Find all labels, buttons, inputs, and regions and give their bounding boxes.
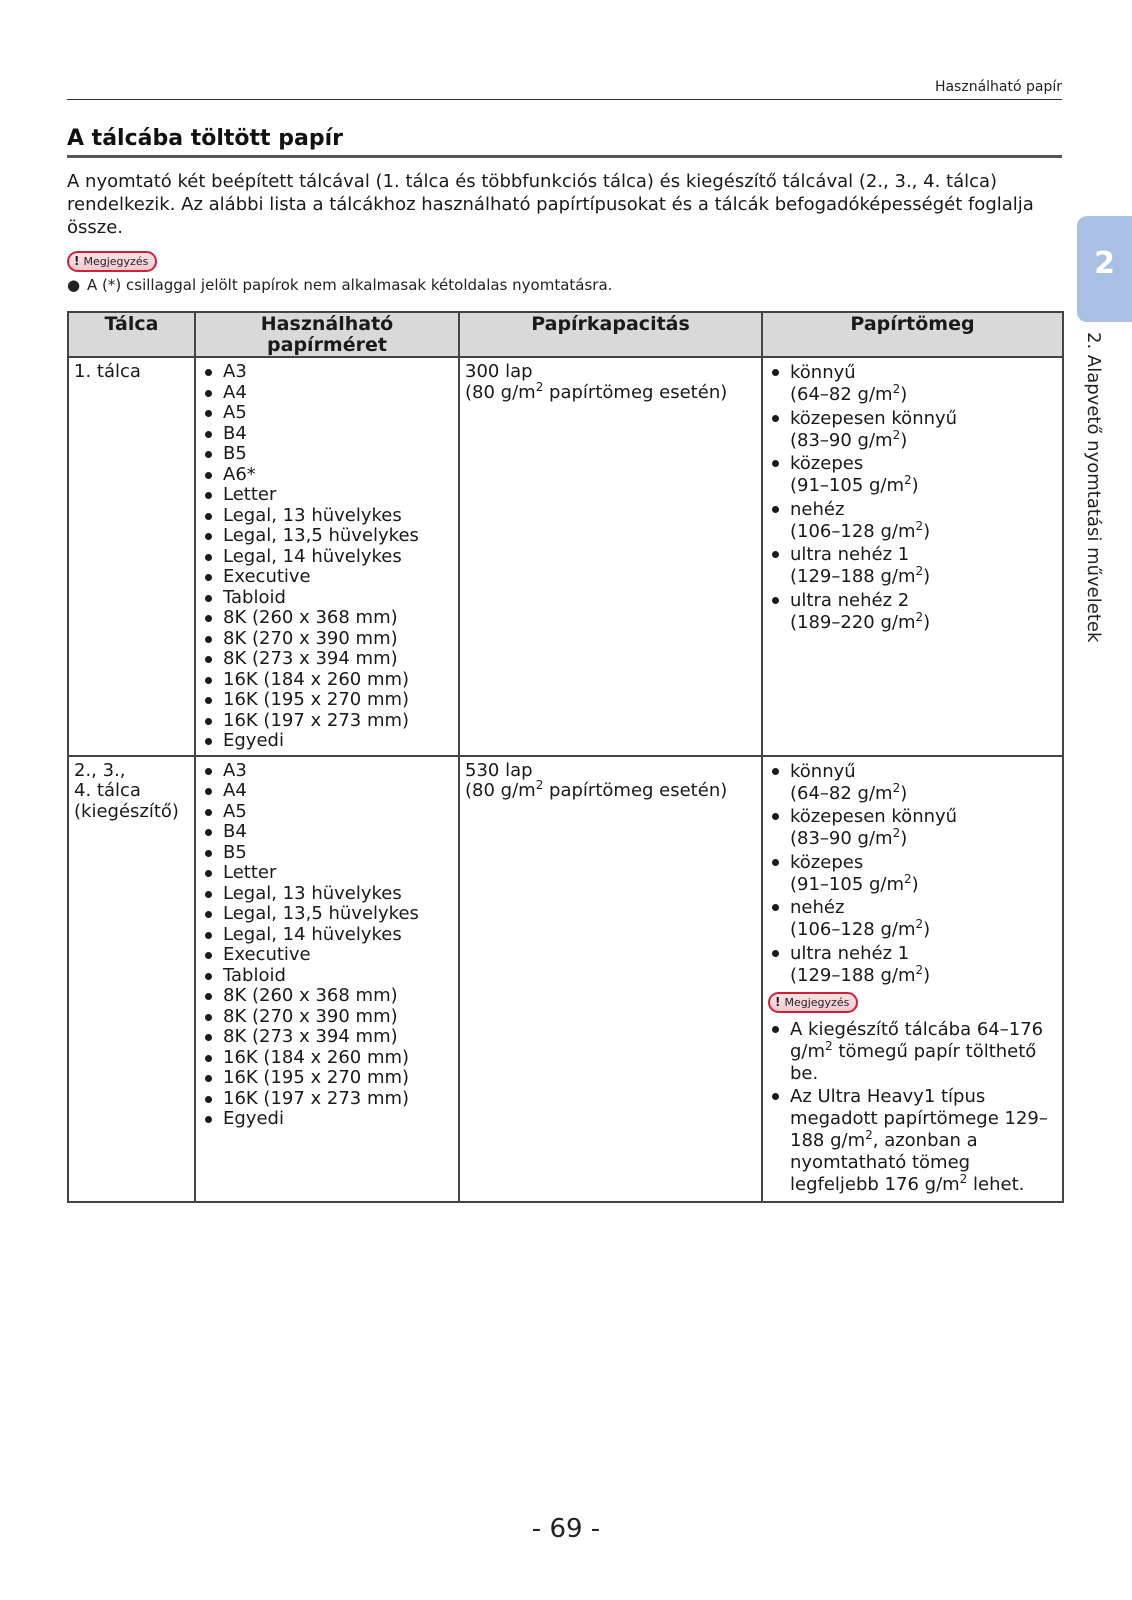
list-item: B4	[201, 424, 453, 445]
list-item: Tabloid	[201, 588, 453, 609]
list-item: B5	[201, 444, 453, 465]
weight-range: (129–188 $g/m^2$)	[790, 564, 931, 587]
weight-range: (83–90 $g/m^2$)	[790, 826, 908, 849]
size-list	[201, 362, 453, 752]
running-header: Használható papír	[934, 79, 1062, 95]
list-item: 16K (195 x 270 mm)	[201, 690, 453, 711]
note-item: Az Ultra Heavy1 típus megadott papírtömege 129–188 $g/m^2$, azonban a nyomtatható tömeg legfeljebb 176 $g/m^2$ lehet.	[768, 1086, 1057, 1196]
list-item: A3	[201, 761, 453, 782]
list-item: A4	[201, 781, 453, 802]
list-item: 8K (260 x 368 mm)	[201, 608, 453, 629]
weight-range: (64–82 $g/m^2$)	[790, 780, 908, 804]
list-item: 8K (270 x 390 mm)	[201, 1007, 453, 1028]
header-capacity: Papírkapacitás	[459, 312, 762, 357]
note-item: A kiegészítő tálcába 64–176 $g/m^2$ tömegű papír tölthető be.	[768, 1019, 1057, 1085]
list-item: 16K (197 x 273 mm)	[201, 1089, 453, 1110]
note-text-content: A (*) csillaggal jelölt papírok nem alkalmasak kétoldalas nyomtatásra.	[87, 276, 613, 294]
note-text	[67, 276, 612, 294]
weights-cell	[762, 756, 1063, 1202]
weight-list	[768, 362, 1057, 634]
list-item: Legal, 13 hüvelykes	[201, 884, 453, 905]
weight-name: ultra nehéz 1	[790, 942, 910, 964]
note-badge	[67, 250, 157, 272]
list-item: Legal, 13,5 hüvelykes	[201, 526, 453, 547]
list-item: A5	[201, 802, 453, 823]
weight-name: könnyű	[790, 362, 856, 383]
list-item: A6*	[201, 465, 453, 486]
weight-range: (106–128 $g/m^2$)	[790, 917, 931, 940]
weight-item	[768, 499, 1057, 543]
weight-range: (129–188 $g/m^2$)	[790, 962, 931, 986]
tray-cell: 1. tálca	[68, 357, 195, 756]
list-item: Executive	[201, 567, 453, 588]
capacity-condition: (80 $g/m^2$ papírtömeg esetén)	[465, 379, 728, 403]
list-item: 8K (270 x 390 mm)	[201, 629, 453, 650]
weight-item	[768, 453, 1057, 497]
list-item: Letter	[201, 485, 453, 506]
list-item: Tabloid	[201, 966, 453, 987]
weight-name: nehéz	[790, 897, 845, 918]
list-item: B4	[201, 822, 453, 843]
intro-paragraph: A nyomtató két beépített tálcával (1. tálca és többfunkciós tálca) és kiegészítő tálcával (2., 3., 4. tálca) rendelkezik. Az alábbi lista a tálcákhoz használható papírtípusokat és a tálcák befogadóképességét foglalja össze.	[67, 171, 1034, 238]
size-list	[201, 761, 453, 1130]
weight-name: nehéz	[790, 498, 845, 520]
tray-cell: 2., 3., 4. tálca (kiegészítő)	[68, 756, 195, 1202]
list-item: 16K (197 x 273 mm)	[201, 711, 453, 732]
list-item: 16K (184 x 260 mm)	[201, 1048, 453, 1069]
weight-name: ultra nehéz 2	[790, 589, 910, 611]
weight-name: közepes	[790, 453, 864, 474]
header-weight: Papírtömeg	[762, 312, 1063, 357]
list-item: 16K (195 x 270 mm)	[201, 1068, 453, 1089]
paper-tray-table	[67, 311, 1064, 1203]
weight-item	[768, 362, 1057, 406]
weight-range: (189–220 $g/m^2$)	[790, 609, 931, 633]
list-item: A5	[201, 403, 453, 424]
capacity-cell	[459, 756, 762, 1202]
list-item: Executive	[201, 945, 453, 966]
table-row	[68, 756, 1063, 1202]
capacity-value: 300 lap	[465, 361, 533, 382]
list-item: 8K (260 x 368 mm)	[201, 986, 453, 1007]
note-badge	[768, 991, 1057, 1013]
table-row	[68, 357, 1063, 756]
list-item: 16K (184 x 260 mm)	[201, 670, 453, 691]
weight-range: (64–82 $g/m^2$)	[790, 382, 908, 405]
header-tray: Tálca	[68, 312, 195, 357]
sizes-cell	[195, 756, 459, 1202]
capacity-condition: (80 $g/m^2$ papírtömeg esetén)	[465, 778, 728, 801]
list-item: A3	[201, 362, 453, 383]
chapter-tab-number: 2	[1094, 246, 1115, 281]
note-badge-label: Megjegyzés	[83, 255, 149, 268]
weight-range: (91–105 $g/m^2$)	[790, 473, 919, 496]
chapter-tab[interactable]	[1077, 216, 1132, 322]
weight-name: könnyű	[790, 760, 856, 782]
note-badge-label: Megjegyzés	[784, 995, 850, 1009]
capacity-value: 530 lap	[465, 759, 533, 781]
page-number: - 69 -	[531, 1514, 601, 1544]
list-item: Legal, 14 hüvelykes	[201, 547, 453, 568]
weight-item	[768, 408, 1057, 452]
list-item: Egyedi	[201, 731, 453, 752]
weight-range: (83–90 $g/m^2$)	[790, 427, 908, 451]
weight-item	[768, 943, 1057, 987]
weight-list	[768, 761, 1057, 987]
weight-item	[768, 544, 1057, 588]
weight-name: közepesen könnyű	[790, 806, 958, 827]
list-item: Legal, 13 hüvelykes	[201, 506, 453, 527]
bullet-icon: ●	[67, 276, 81, 294]
list-item: Legal, 14 hüvelykes	[201, 925, 453, 946]
weight-name: közepesen könnyű	[790, 407, 958, 429]
weight-item	[768, 761, 1057, 805]
sizes-cell	[195, 357, 459, 756]
weight-item	[768, 897, 1057, 941]
weight-item	[768, 806, 1057, 850]
capacity-cell	[459, 357, 762, 756]
list-item: Letter	[201, 863, 453, 884]
header-paper-size: Használható papírméret	[195, 312, 459, 357]
chapter-title-vertical: 2. Alapvető nyomtatási műveletek	[1083, 332, 1104, 643]
weight-name: közepes	[790, 851, 864, 873]
section-title: A tálcába töltött papír	[67, 126, 1062, 158]
note-list	[768, 1019, 1057, 1197]
list-item: B5	[201, 843, 453, 864]
list-item: 8K (273 x 394 mm)	[201, 1027, 453, 1048]
weight-range: (91–105 $g/m^2$)	[790, 871, 919, 895]
weight-name: ultra nehéz 1	[790, 544, 910, 565]
exclamation-icon: !	[74, 254, 80, 268]
list-item: Egyedi	[201, 1109, 453, 1130]
list-item: A4	[201, 383, 453, 404]
exclamation-icon: !	[775, 994, 781, 1009]
weights-cell	[762, 357, 1063, 756]
list-item: Legal, 13,5 hüvelykes	[201, 904, 453, 925]
table-header-row	[68, 312, 1063, 357]
header-rule	[67, 99, 1062, 100]
weight-range: (106–128 $g/m^2$)	[790, 518, 931, 542]
list-item: 8K (273 x 394 mm)	[201, 649, 453, 670]
weight-item	[768, 590, 1057, 634]
weight-item	[768, 852, 1057, 896]
